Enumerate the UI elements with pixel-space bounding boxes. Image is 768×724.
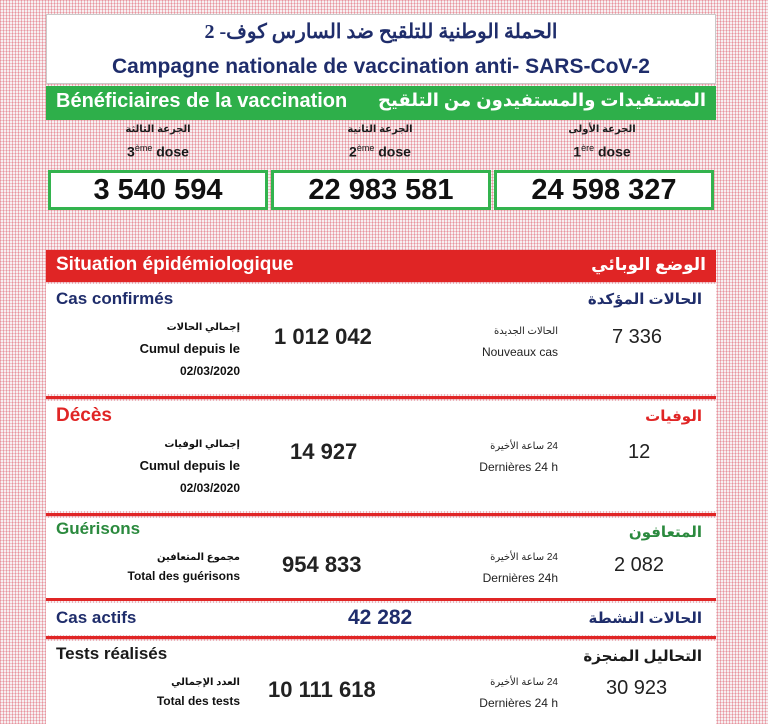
dose-3-header <box>48 124 268 160</box>
recoveries-title-ar: المتعافون <box>628 524 702 541</box>
tests-total-labels <box>106 677 240 708</box>
deaths-period-labels <box>424 441 558 474</box>
tests-period-labels <box>424 677 558 710</box>
recoveries-total-value: 954 833 <box>282 552 362 577</box>
tests-section <box>46 641 716 724</box>
beneficiaries-label-ar: المستفيدات والمستفيدون من التلقيح <box>378 90 706 110</box>
confirmed-total-ar: إجمالي الحالات <box>166 322 240 333</box>
deaths-total-ar: إجمالي الوفيات <box>164 439 240 450</box>
confirmed-total-value: 1 012 042 <box>274 324 372 349</box>
deaths-title-ar: الوفيات <box>645 408 702 425</box>
beneficiaries-label-fr: Bénéficiaires de la vaccination <box>56 90 348 112</box>
confirmed-title-fr: Cas confirmés <box>56 289 174 308</box>
recoveries-period-labels <box>424 552 558 585</box>
tests-period-ar: 24 ساعة الأخيرة <box>490 677 558 688</box>
situation-title-fr: Situation épidémiologique <box>56 254 294 275</box>
dose-1-label-fr: 1ère dose <box>573 143 631 160</box>
dose-3-label-fr: 3ème dose <box>127 143 189 160</box>
deaths-total-fr: Cumul depuis le <box>139 458 240 473</box>
active-value: 42 282 <box>348 606 413 629</box>
dose-3-label-ar: الجرعة الثالثة <box>125 124 191 135</box>
tests-title-ar: التحاليل المنجزة <box>583 648 702 665</box>
deaths-total-labels <box>106 439 240 495</box>
tests-total-fr: Total des tests <box>156 694 240 708</box>
confirmed-total-fr: Cumul depuis le <box>139 341 240 356</box>
active-title-ar: الحالات النشطة <box>588 610 702 627</box>
recoveries-title-fr: Guérisons <box>56 519 141 538</box>
active-section <box>46 603 716 635</box>
tests-new-value: 30 923 <box>606 677 668 699</box>
confirmed-total-labels <box>106 322 240 378</box>
title-arabic: الحملة الوطنية للتلقيح ضد السارس كوف- 2 <box>204 21 558 43</box>
dose-2-label-fr: 2ème dose <box>349 143 411 160</box>
recoveries-new-value: 2 082 <box>614 554 665 576</box>
situation-bar <box>46 250 716 282</box>
confirmed-date: 02/03/2020 <box>179 364 240 378</box>
divider <box>46 513 716 516</box>
tests-total-value: 10 111 618 <box>268 677 376 702</box>
recoveries-total-fr: Total des guérisons <box>127 569 240 583</box>
recoveries-total-ar: مجموع المتعافين <box>157 552 240 563</box>
recoveries-period-fr: Dernières 24h <box>482 571 558 585</box>
active-title-fr: Cas actifs <box>56 608 137 627</box>
divider <box>46 396 716 399</box>
confirmed-new-ar: الحالات الجديدة <box>493 326 558 337</box>
dose-3-value: 3 540 594 <box>48 170 268 210</box>
beneficiaries-bar <box>46 86 716 120</box>
title-french: Campagne nationale de vaccination anti- SARS-CoV-2 <box>112 55 650 78</box>
recoveries-section <box>46 518 716 598</box>
dose-2-label-ar: الجرعة الثانية <box>347 124 413 135</box>
tests-period-fr: Dernières 24 h <box>479 696 558 710</box>
confirmed-section <box>46 284 716 394</box>
divider <box>46 636 716 639</box>
dose-1-header <box>492 124 712 160</box>
deaths-period-fr: Dernières 24 h <box>479 460 558 474</box>
divider <box>46 598 716 601</box>
deaths-date: 02/03/2020 <box>179 481 240 495</box>
deaths-total-value: 14 927 <box>290 439 358 464</box>
deaths-section <box>46 401 716 511</box>
vaccination-title-box <box>46 14 716 84</box>
recoveries-total-labels <box>106 552 240 583</box>
tests-title-fr: Tests réalisés <box>56 644 168 663</box>
deaths-period-ar: 24 ساعة الأخيرة <box>490 441 558 452</box>
confirmed-new-labels <box>424 326 558 359</box>
confirmed-title-ar: الحالات المؤكدة <box>587 291 702 308</box>
confirmed-new-fr: Nouveaux cas <box>481 345 558 359</box>
dose-1-value: 24 598 327 <box>494 170 714 210</box>
recoveries-period-ar: 24 ساعة الأخيرة <box>490 552 558 563</box>
tests-total-ar: العدد الإجمالي <box>171 677 240 688</box>
deaths-title-fr: Décès <box>56 405 112 426</box>
dose-1-label-ar: الجرعة الأولى <box>568 124 636 135</box>
confirmed-new-value: 7 336 <box>612 326 663 348</box>
situation-title-ar: الوضع الوبائي <box>591 255 706 274</box>
dose-2-header <box>270 124 490 160</box>
dose-2-value: 22 983 581 <box>271 170 491 210</box>
deaths-new-value: 12 <box>628 441 651 463</box>
